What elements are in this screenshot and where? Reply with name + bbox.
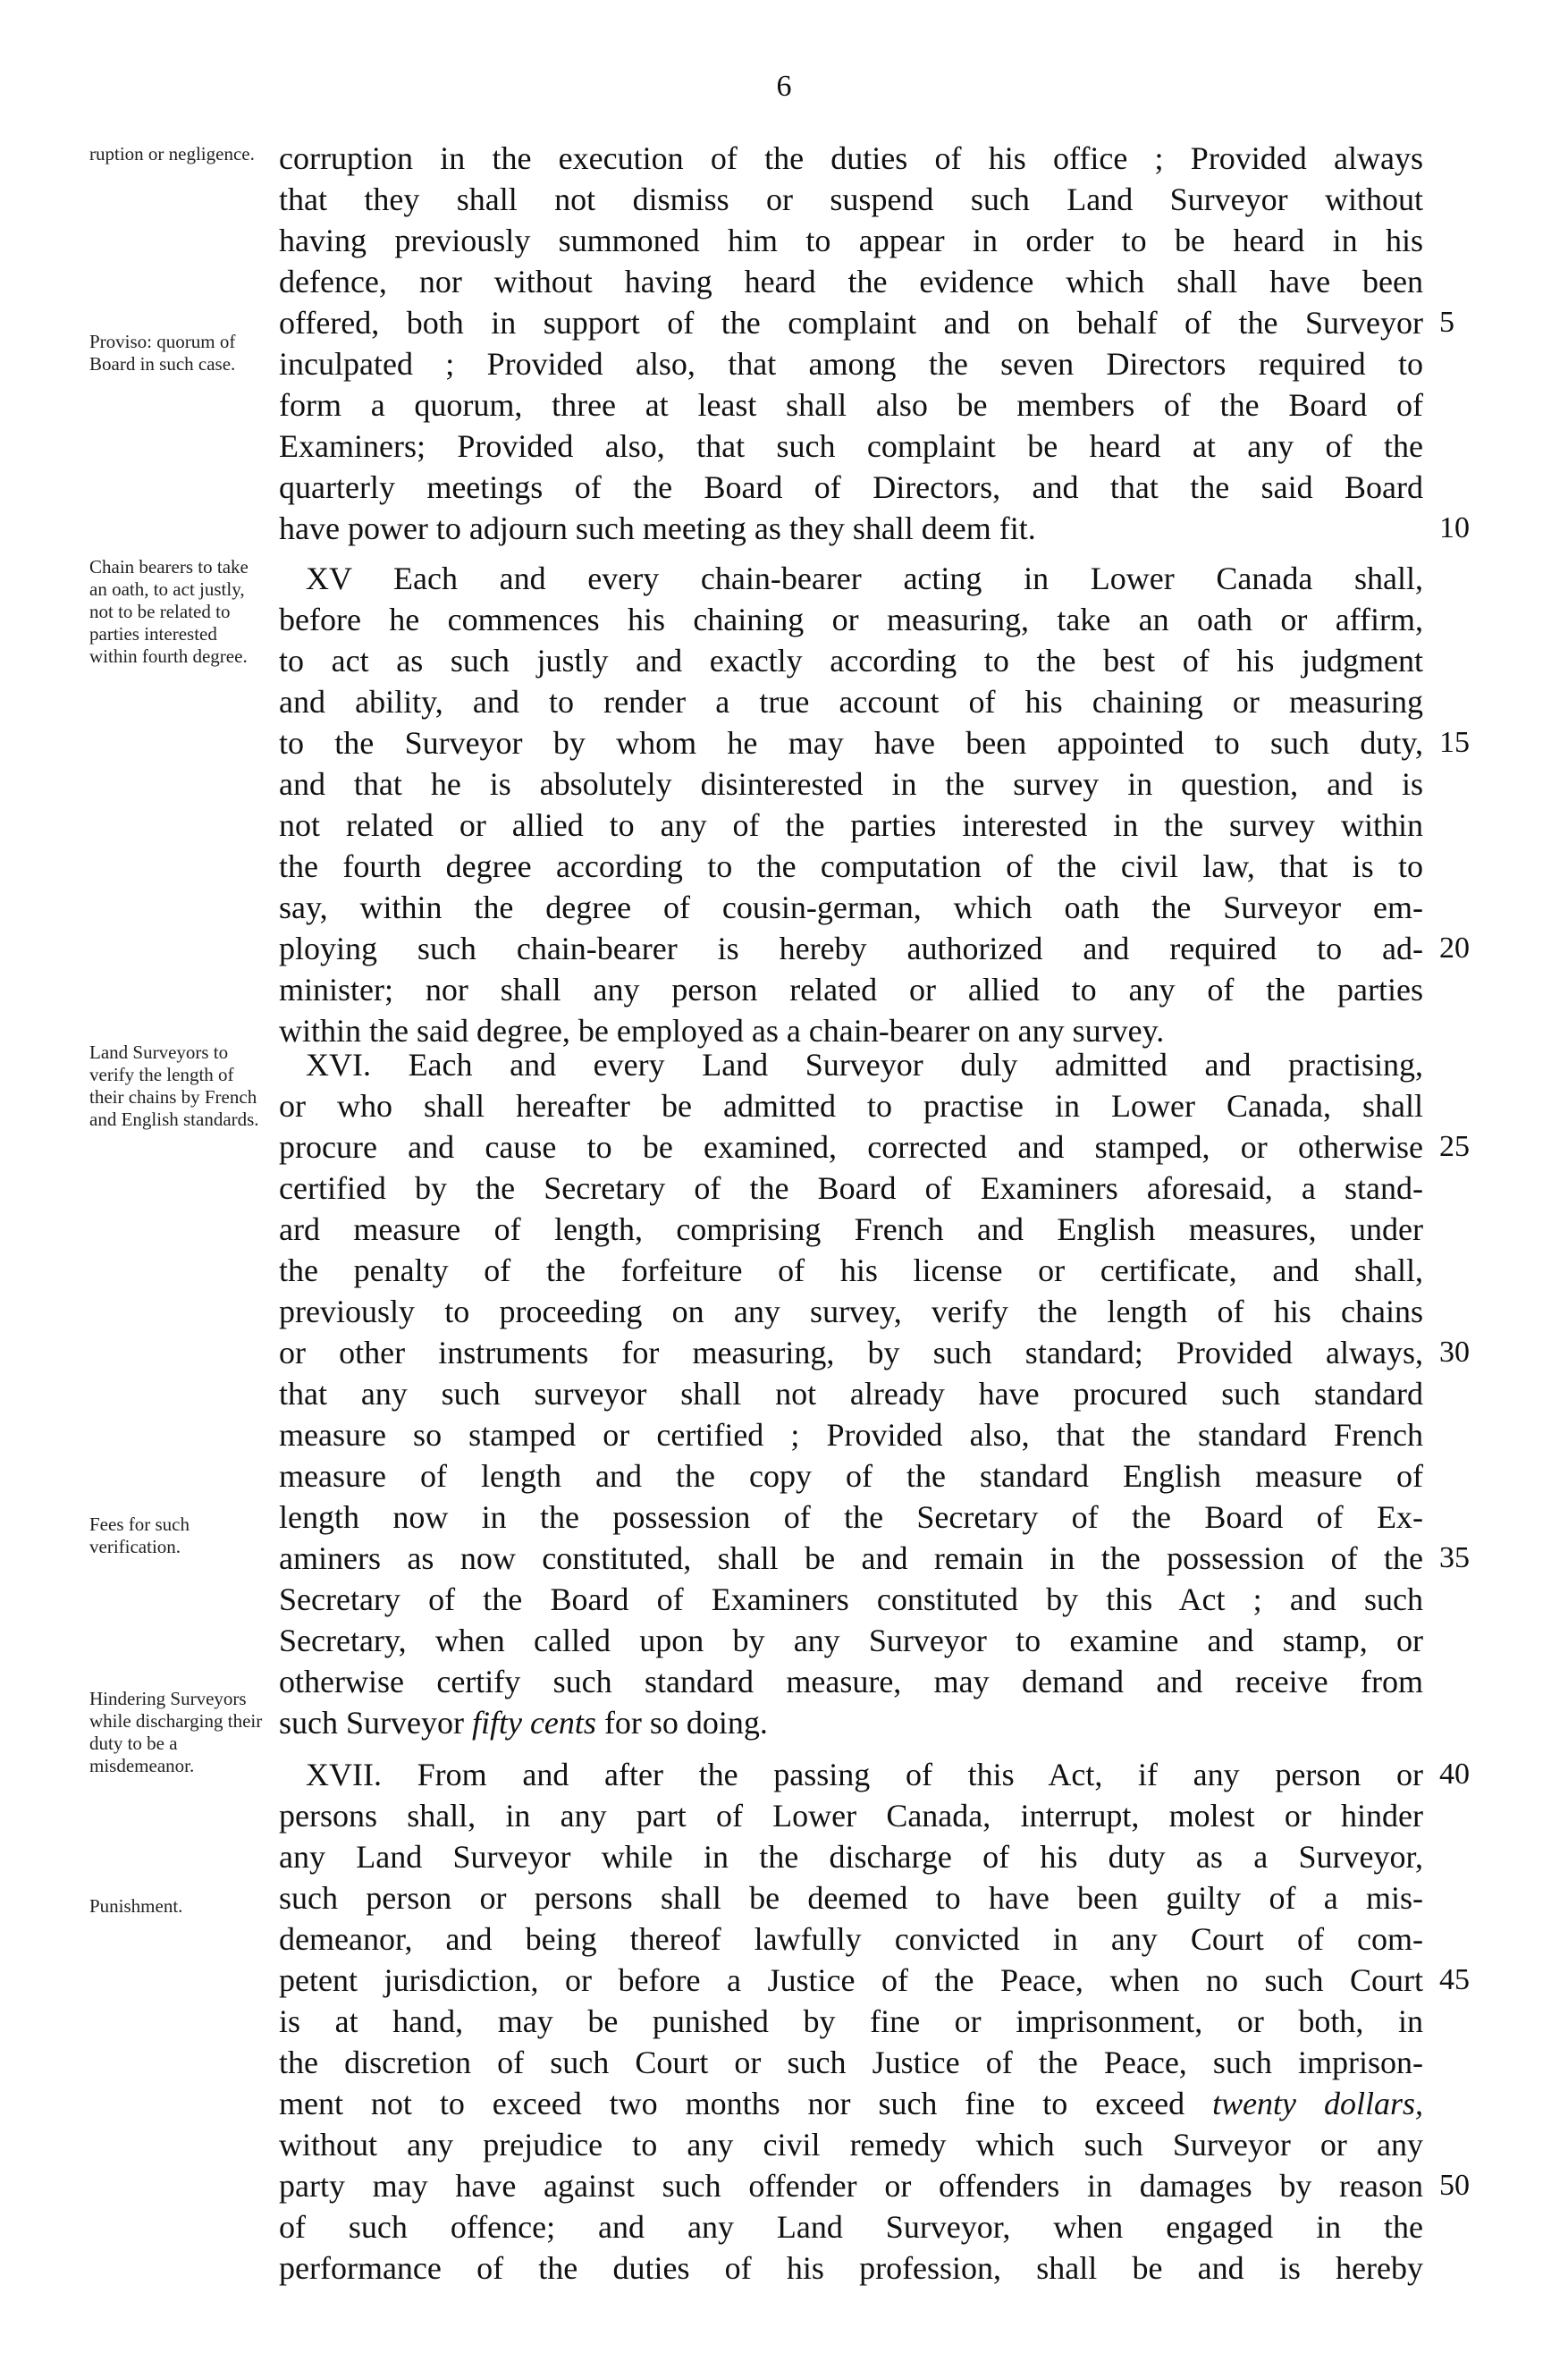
body-line: within the said degree, be employed as a chain-bearer on any survey. [279, 1013, 1165, 1049]
body-line: Examiners; Provided also, that such complaint be heard at any of the [279, 428, 1423, 464]
body-line: inculpated ; Provided also, that among the seven Directors required to [279, 346, 1423, 382]
page-number: 6 [776, 70, 792, 103]
fee-lead-text: such Surveyor [279, 1705, 464, 1741]
body-line-fee [279, 1702, 1423, 1743]
body-line: form a quorum, three at least shall also be members of the Board of [279, 387, 1423, 423]
body-line: measure so stamped or certified ; Provided also, that the standard French [279, 1417, 1423, 1453]
margin-note-fees: Fees for such verification. [89, 1514, 190, 1557]
body-line: minister; nor shall any person related or allied to any of the parties [279, 972, 1423, 1008]
margin-note-chain-bearers: Chain bearers to take an oath, to act justly, not to be related to parties interested within fourth degree. [89, 556, 249, 667]
body-line: otherwise certify such standard measure, may demand and receive from [279, 1664, 1423, 1699]
body-line: and ability, and to render a true account of his chaining or measuring [279, 684, 1423, 720]
body-line: defence, nor without having heard the evidence which shall have been [279, 264, 1423, 299]
body-line: have power to adjourn such meeting as they shall deem fit. [279, 510, 1036, 546]
body-line: party may have against such offender or offenders in damages by reason [279, 2168, 1423, 2204]
body-line: performance of the duties of his profession, shall be and is hereby [279, 2250, 1423, 2286]
body-line: such person or persons shall be deemed to have been guilty of a mis- [279, 1880, 1423, 1916]
margin-note-proviso: Proviso: quorum of Board in such case. [89, 331, 236, 375]
body-line: length now in the possession of the Secretary of the Board of Ex- [279, 1499, 1423, 1535]
body-line: offered, both in support of the complaint and on behalf of the Surveyor [279, 305, 1423, 341]
line-number: 30 [1439, 1336, 1470, 1369]
body-line: without any prejudice to any civil remedy which such Surveyor or any [279, 2127, 1423, 2163]
body-line: or who shall hereafter be admitted to practise in Lower Canada, shall [279, 1088, 1423, 1124]
section-xvi-first-line: XVI. Each and every Land Surveyor duly admitted and practising, [306, 1047, 1423, 1083]
fine-amount: twenty dollars, [1212, 2086, 1423, 2121]
fine-lead-text: ment not to exceed two months nor such fine to exceed [279, 2086, 1185, 2121]
line-number: 40 [1439, 1758, 1470, 1791]
body-line: petent jurisdiction, or before a Justice of the Peace, when no such Court [279, 1962, 1423, 1998]
margin-note-land-surveyors: Land Surveyors to verify the length of their chains by French and English standards. [89, 1041, 259, 1130]
body-line: procure and cause to be examined, corrected and stamped, or otherwise [279, 1129, 1423, 1165]
body-line: and that he is absolutely disinterested in the survey in question, and is [279, 766, 1423, 802]
body-line: to the Surveyor by whom he may have been appointed to such duty, [279, 725, 1423, 761]
section-xv-first-line: XV Each and every chain-bearer acting in Lower Canada shall, [306, 561, 1423, 596]
body-line: persons shall, in any part of Lower Canada, interrupt, molest or hinder [279, 1798, 1423, 1834]
body-line: certified by the Secretary of the Board of Examiners aforesaid, a stand- [279, 1170, 1423, 1206]
body-line: that any such surveyor shall not already have procured such standard [279, 1376, 1423, 1412]
body-line: is at hand, may be punished by fine or imprisonment, or both, in [279, 2003, 1423, 2039]
body-line: corruption in the execution of the duties of his office ; Provided always [279, 140, 1423, 176]
body-line-fine [279, 2083, 1423, 2124]
margin-note-punishment: Punishment. [89, 1895, 183, 1917]
line-number: 25 [1439, 1130, 1470, 1163]
line-number: 5 [1439, 306, 1454, 339]
body-line: Secretary of the Board of Examiners constituted by this Act ; and such [279, 1581, 1423, 1617]
body-line: not related or allied to any of the parties interested in the survey within [279, 807, 1423, 843]
body-line: demeanor, and being thereof lawfully convicted in any Court of com- [279, 1921, 1423, 1957]
body-line: any Land Surveyor while in the discharge of his duty as a Surveyor, [279, 1839, 1423, 1875]
body-line: the fourth degree according to the computation of the civil law, that is to [279, 848, 1423, 884]
line-number: 35 [1439, 1541, 1470, 1574]
line-number: 15 [1439, 726, 1470, 759]
body-line: the discretion of such Court or such Justice of the Peace, such imprison- [279, 2045, 1423, 2080]
fee-tail-text: for so doing. [603, 1705, 768, 1741]
body-line: Secretary, when called upon by any Surveyor to examine and stamp, or [279, 1623, 1423, 1658]
body-line: of such offence; and any Land Surveyor, when engaged in the [279, 2209, 1423, 2245]
line-number: 10 [1439, 511, 1470, 544]
margin-note-hindering: Hindering Surveyors while discharging their duty to be a misdemeanor. [89, 1688, 263, 1776]
body-line: ploying such chain-bearer is hereby authorized and required to ad- [279, 931, 1423, 966]
body-line: or other instruments for measuring, by such standard; Provided always, [279, 1335, 1423, 1370]
body-line: the penalty of the forfeiture of his license or certificate, and shall, [279, 1252, 1423, 1288]
body-line: that they shall not dismiss or suspend such Land Surveyor without [279, 181, 1423, 217]
body-line: aminers as now constituted, shall be and remain in the possession of the [279, 1540, 1423, 1576]
line-number: 45 [1439, 1963, 1470, 1996]
section-xvii-first-line: XVII. From and after the passing of this Act, if any person or [306, 1757, 1423, 1792]
body-line: to act as such justly and exactly according to the best of his judgment [279, 643, 1423, 679]
line-number: 20 [1439, 932, 1470, 965]
body-line: say, within the degree of cousin-german, which oath the Surveyor em- [279, 890, 1423, 925]
body-line: having previously summoned him to appear in order to be heard in his [279, 223, 1423, 258]
fee-amount: fifty cents [471, 1705, 596, 1741]
body-line: quarterly meetings of the Board of Directors, and that the said Board [279, 469, 1423, 505]
line-number: 50 [1439, 2169, 1470, 2202]
body-line: measure of length and the copy of the standard English measure of [279, 1458, 1423, 1494]
body-line: previously to proceeding on any survey, verify the length of his chains [279, 1294, 1423, 1329]
margin-note-corruption: ruption or negligence. [89, 143, 255, 164]
body-line: ard measure of length, comprising French and English measures, under [279, 1211, 1423, 1247]
body-line: before he commences his chaining or measuring, take an oath or affirm, [279, 602, 1423, 637]
